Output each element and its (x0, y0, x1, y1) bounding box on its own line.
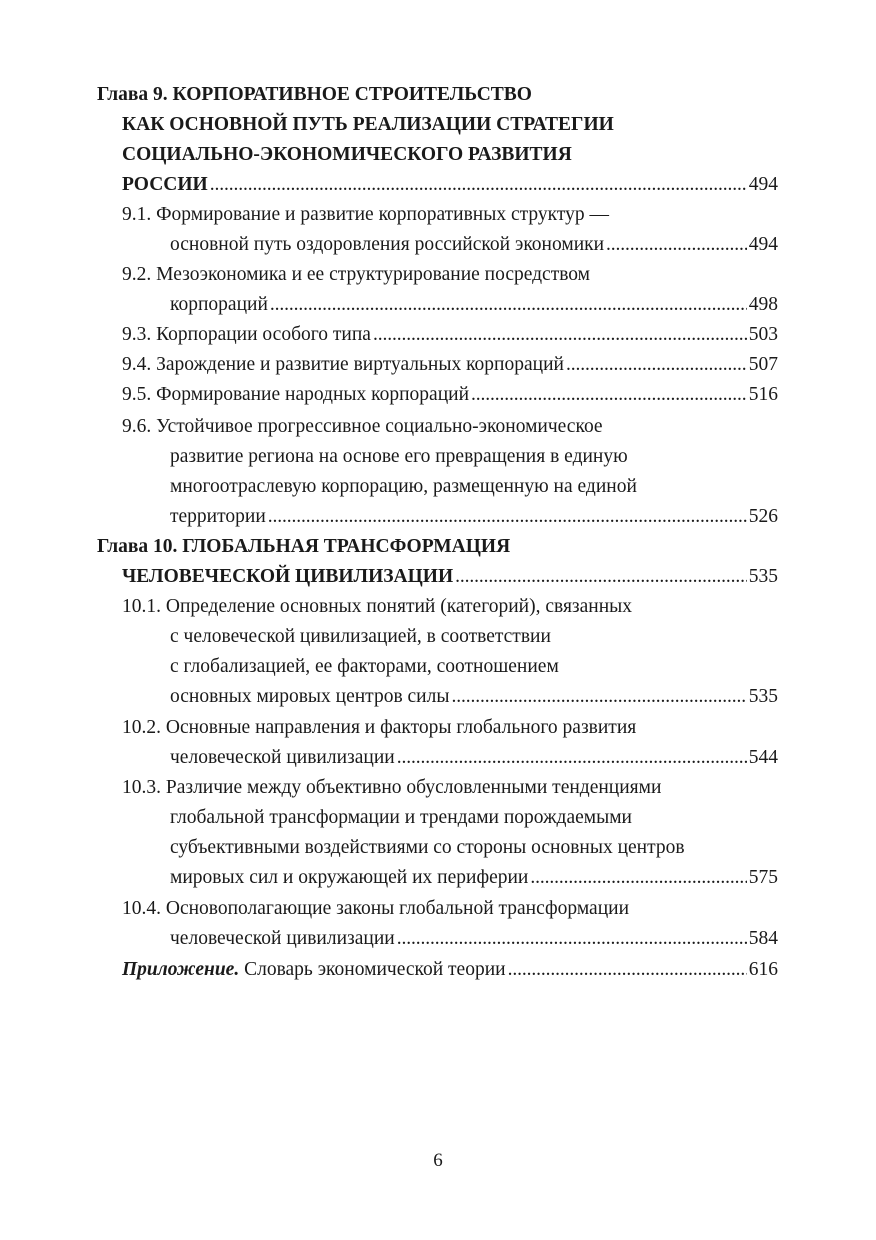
chapter-9-title-line-1: Глава 9. КОРПОРАТИВНОЕ СТРОИТЕЛЬСТВО (97, 84, 532, 105)
chapter-10-title-line-2[interactable]: ЧЕЛОВЕЧЕСКОЙ ЦИВИЛИЗАЦИИ . . . 535 (122, 562, 778, 592)
chapter-9-title-line-3: СОЦИАЛЬНО-ЭКОНОМИЧЕСКОГО РАЗВИТИЯ (122, 144, 572, 165)
chapter-10-title-line-1: Глава 10. ГЛОБАЛЬНАЯ ТРАНСФОРМАЦИЯ (97, 536, 511, 557)
page-ref: 498 (748, 294, 778, 315)
toc-entry-appendix[interactable]: Приложение. Словарь экономической теории . . . 616 (122, 955, 778, 985)
toc-entry-10-1-line-2: с человеческой цивилизацией, в соответствии (170, 626, 551, 647)
toc-entry-9-6-line-3: многоотраслевую корпорацию, размещенную на единой (170, 476, 637, 497)
chapter-9-title-line-4[interactable]: РОССИИ . . . 494 (122, 170, 778, 200)
page-ref: 494 (748, 234, 778, 255)
toc-entry-10-1-line-3: с глобализацией, ее факторами, соотношением (170, 656, 559, 677)
page-ref: 584 (748, 928, 778, 949)
page-ref: 503 (748, 324, 778, 345)
toc-entry-9-4[interactable]: 9.4. Зарождение и развитие виртуальных корпораций . . . 507 (122, 350, 778, 380)
toc-entry-9-6-line-1: 9.6. Устойчивое прогрессивное социально-экономическое (122, 416, 603, 437)
toc-entry-10-2[interactable]: человеческой цивилизации . . . 544 (170, 743, 778, 773)
toc-entry-10-4[interactable]: человеческой цивилизации . . . 584 (170, 924, 778, 954)
page-ref: 616 (748, 959, 778, 980)
toc-entry-10-3[interactable]: мировых сил и окружающей их периферии . . . 575 (170, 863, 778, 893)
page-ref: 575 (748, 867, 778, 888)
toc-entry-9-2[interactable]: корпораций . . . 498 (170, 290, 778, 320)
page-ref: 516 (748, 384, 778, 405)
page-ref: 507 (748, 354, 778, 375)
toc-entry-10-3-line-3: субъективными воздействиями со стороны основных центров (170, 837, 685, 858)
page-ref: 526 (748, 506, 778, 527)
toc-entry-9-6-line-2: развитие региона на основе его превращения в единую (170, 446, 628, 467)
page-ref: 544 (748, 747, 778, 768)
page-ref: 535 (748, 686, 778, 707)
toc-entry-9-2-line-1: 9.2. Мезоэкономика и ее структурирование посредством (122, 264, 591, 285)
page-number: 6 (433, 1150, 443, 1171)
toc-entry-9-5[interactable]: 9.5. Формирование народных корпораций . . . 516 (122, 380, 778, 410)
chapter-9-title-line-2: КАК ОСНОВНОЙ ПУТЬ РЕАЛИЗАЦИИ СТРАТЕГИИ (122, 114, 614, 135)
toc-entry-9-1-line-1: 9.1. Формирование и развитие корпоративных структур — (122, 204, 609, 225)
toc-entry-10-3-line-2: глобальной трансформации и трендами порождаемыми (170, 807, 632, 828)
toc-entry-9-6[interactable]: территории . . . 526 (170, 502, 778, 532)
toc-entry-10-4-line-1: 10.4. Основополагающие законы глобальной трансформации (122, 898, 629, 919)
toc-entry-9-3[interactable]: 9.3. Корпорации особого типа . . . 503 (122, 320, 778, 350)
toc-entry-10-2-line-1: 10.2. Основные направления и факторы глобального развития (122, 717, 637, 738)
toc-entry-9-1[interactable]: основной путь оздоровления российской экономики . . . 494 (170, 230, 778, 260)
toc-entry-10-1-line-1: 10.1. Определение основных понятий (категорий), связанных (122, 596, 632, 617)
page-ref: 494 (748, 174, 778, 195)
page-ref: 535 (748, 566, 778, 587)
appendix-label: Приложение. (122, 959, 240, 980)
toc-entry-10-3-line-1: 10.3. Различие между объективно обусловленными тенденциями (122, 777, 662, 798)
toc-entry-10-1[interactable]: основных мировых центров силы . . . 535 (170, 682, 778, 712)
